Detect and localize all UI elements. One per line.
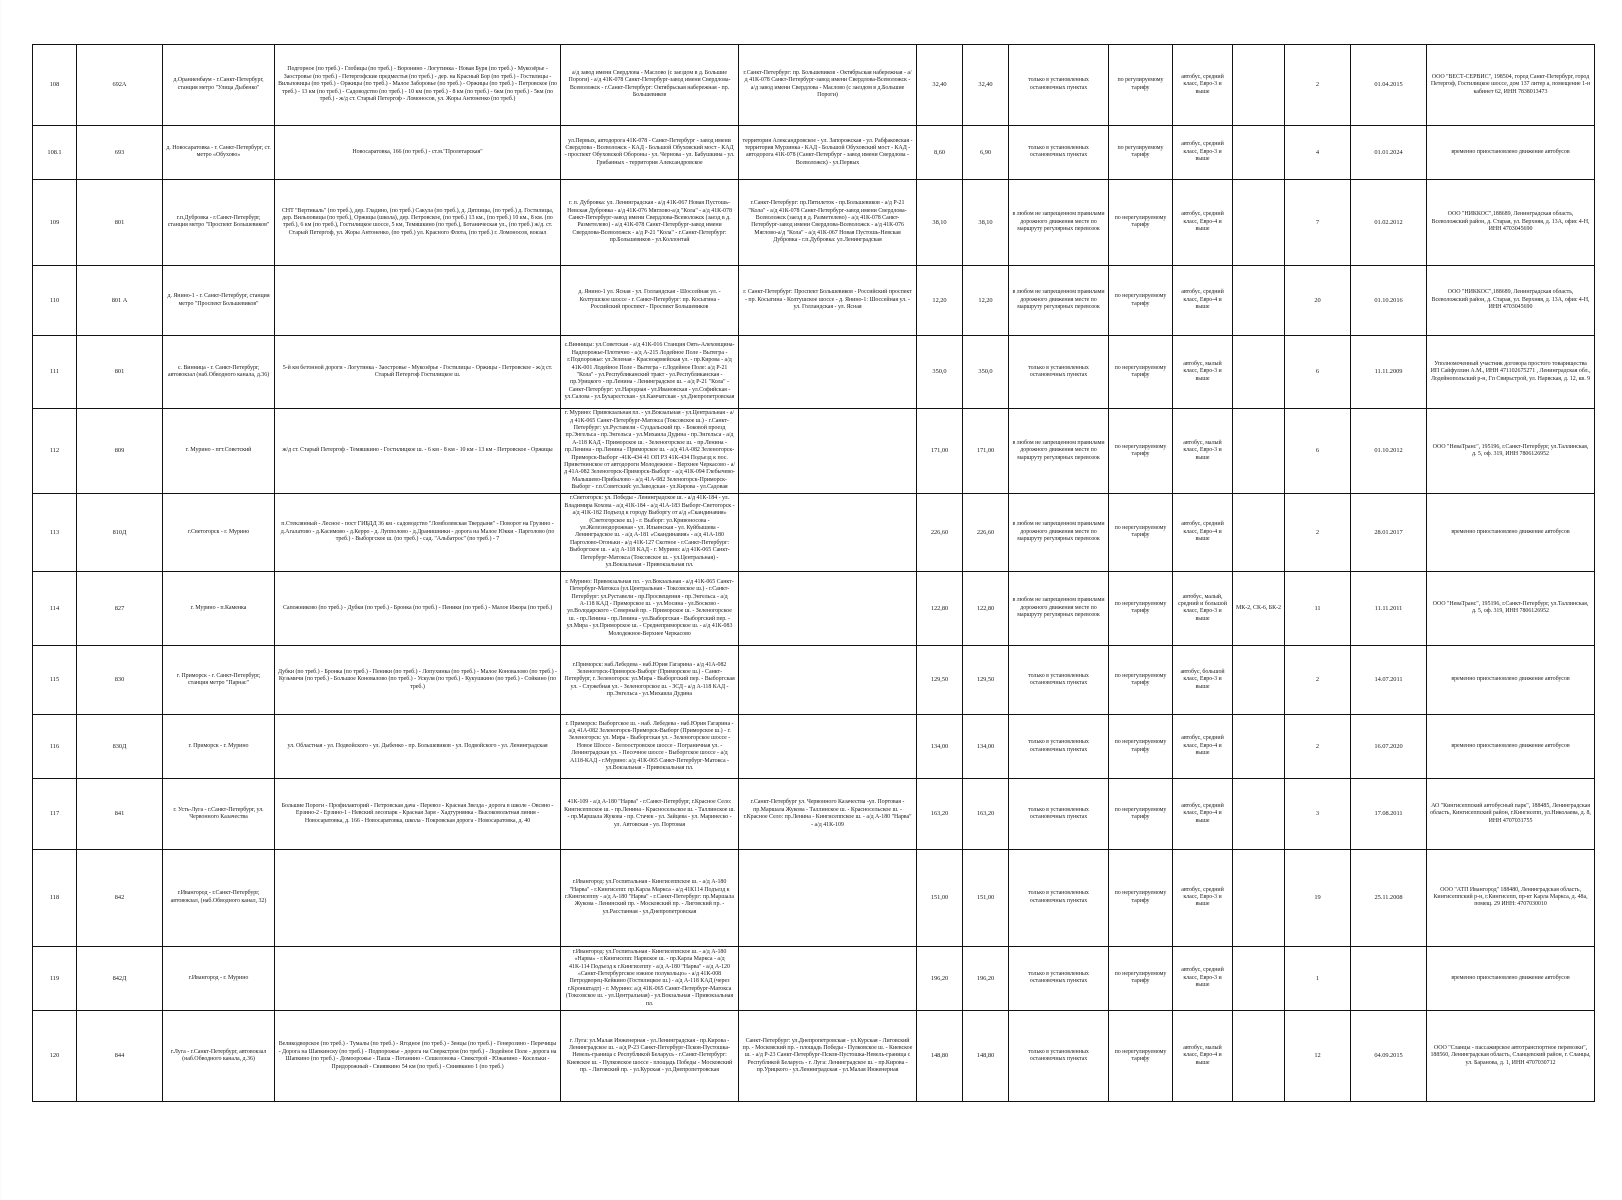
cell-streets-forward: г. Приморск: Выборгское ш. - наб. Лебедева - наб.Юрия Гагарина - а/д 41А-082 Зеленогорск-Приморск-Выборг (Приморское ш.) - г. Зеленогорск: ул. Мира - Выборгская ул. - Зеленогорское шоссе - Новое Шоссе - Белоостровское шоссе - Пограничная ул. - Ленинградская ул. - Песочное шоссе - Выборгское шоссе - а/д А118-КАД - г.Мурино: а/д 41К-065 Санкт-Петербург-Матокса - ул.Вокзальная - Привокзальная пл. [561, 714, 739, 779]
cell-streets-forward: г.Ивангород: ул.Госпитальная - Кингисеппское ш. - а/д А-180 "Нарва" - г.Кингисепп: пр.Карла Маркса - а/д 41К114 Подъезд к г.Кингисеппу - а/д А-180 "Нарва" - г.Санкт-Петербург: пр.Маршала Жукова - Ленинский пр. - Московский пр. - Лиговский пр. - ул.Расстанная - ул.Днепропетровская [561, 849, 739, 946]
cell-vehicle-counts [1233, 125, 1285, 179]
cell-carrier: Уполномоченный участник договора простого товарищества ИП Сайфуллин А.М., ИНН 471102675271 , Ленинградская обл., Лодейнопольский р-н, Гп Свирьстрой, ул. Нарвская, д. 12, кв. 9 [1427, 336, 1595, 409]
cell-streets-forward: г. Луга: ул.Малая Инженерная - ул.Ленинградская - пр.Кирова - Ленинградское ш. - а/д Р-23 Санкт-Петербург-Псков-Пустошка-Невель-граница с Республикой Беларусь - г.Санкт-Петербург: Киевское ш. - Пулковское шоссе - площадь Победы - Московский пр. - Лиговский пр. - ул.Курская - ул.Днепропетровская [561, 1011, 739, 1102]
cell-streets-back: г.Санкт-Петербург: пр.Пятилеток - пр.Большевиков - а/д Р-21 "Кола" - а/д 41К-078 Санкт-Петербург-завод имени Свердлова-Всеволожск (заезд в д. Разметелево) - а/д 41К-078 Санкт-Петербург-завод имени Свердлова-Всеволожск - а/д 41К-076 Мяглово-а/д "Кола" - а/д 41К-067 Новая Пустошь-Невская Дубровка - г.п.Дубровка: ул.Ленинградская [739, 180, 917, 266]
cell-start-date: 01.01.2024 [1351, 125, 1427, 179]
cell-vehicle-class: автобус, средний класс, Евро-4 и выше [1173, 714, 1233, 779]
cell-route-number: 841 [77, 779, 163, 850]
cell-intermediate-stops [275, 265, 561, 336]
cell-streets-back [739, 336, 917, 409]
cell-route-number: 801 А [77, 265, 163, 336]
cell-route-number: 830Д [77, 714, 163, 779]
cell-route-number: 842Д [77, 946, 163, 1011]
cell-intermediate-stops: Новосаратовка, 166 (по треб.) - ст.м."Пролетарская" [275, 125, 561, 179]
cell-vehicle-counts [1233, 946, 1285, 1011]
cell-vehicle-counts: МК-2, СК-6, БК-2 [1233, 571, 1285, 646]
cell-streets-back [739, 946, 917, 1011]
cell-row-number: 110 [33, 265, 77, 336]
cell-route-number: 827 [77, 571, 163, 646]
cell-route-number: 801 [77, 180, 163, 266]
cell-route-number: 809 [77, 408, 163, 493]
cell-intermediate-stops: ж/д ст. Старый Петергоф - Темяшкино - Гостилицкое ш. - 6 км - 8 км - 10 км - 13 км - Петровское - Оржицы [275, 408, 561, 493]
cell-row-number: 108.1 [33, 125, 77, 179]
cell-route-name: г.Ивангород - г. Мурино [163, 946, 275, 1011]
cell-length-back: 196,20 [963, 946, 1009, 1011]
cell-tariff-type: по нерегулируемому тарифу [1109, 849, 1173, 946]
cell-stop-order: в любом не запрещенном правилами дорожного движения месте по маршруту регулярных перевозок [1009, 408, 1109, 493]
cell-row-number: 108 [33, 45, 77, 126]
cell-start-date: 01.10.2016 [1351, 265, 1427, 336]
cell-length-back: 226,60 [963, 494, 1009, 572]
cell-vehicle-count: 2 [1285, 494, 1351, 572]
cell-start-date: 25.11.2008 [1351, 849, 1427, 946]
cell-vehicle-count: 1 [1285, 946, 1351, 1011]
cell-route-name: г.п.Дубровка - г.Санкт-Петербург, станция метро "Проспект Большевиков" [163, 180, 275, 266]
cell-length-back: 163,20 [963, 779, 1009, 850]
cell-route-name: г. Приморск - г. Мурино [163, 714, 275, 779]
cell-tariff-type: по нерегулируемому тарифу [1109, 494, 1173, 572]
cell-row-number: 117 [33, 779, 77, 850]
cell-length-back: 148,80 [963, 1011, 1009, 1102]
cell-start-date [1351, 946, 1427, 1011]
cell-start-date: 11.11.2009 [1351, 336, 1427, 409]
table-row [33, 265, 1595, 336]
cell-streets-forward: с.Винницы: ул.Советская - а/д 41К-016 Станция Оять-Алеховщина-Надпорожье-Плотично - а/д А-215 Лодейное Поле - Вытегра - г.Подпорожье: ул.Зеленая - Красноармейская ул. - пр.Кирова - а/д 41К-001 Лодейное Поле - Вытегра - г.Лодейное Поле: а/д Р-21 "Кола" - ул.Республиканский тракт - ул.Республиканская - пр.Урицкого - пр.Ленина - Ленинградское ш. - а/д Р-21 "Кола" - Санкт-Петербург: ул.Народная - ул.Ивановская - ул.Софийская - ул.Салова - ул.Бухарестская - ул.Камчатская - ул.Днепропетровская [561, 336, 739, 409]
cell-tariff-type: по нерегулируемому тарифу [1109, 180, 1173, 266]
cell-stop-order: только в установленных остановочных пунктах [1009, 779, 1109, 850]
cell-streets-forward: г.Светогорск: ул. Победы - Ленинградское ш. - а/д 41К-184 - ул. Владимира Кохова - а/д 41К-184 - а/д 41А-183 Выборг-Светогорск - а/д 41К-182 Подъезд к городу Выборгу от а/д «Скандинавия» (Светогорское ш.) - г. Выборг: ул.Кривоносова - ул.Железнодорожная - ул. Ильинская - ул. Куйбышева - Ленинградское ш. - а/д А-181 «Скандинавия» - а/д 41А-180 Парголово-Огоньки - а/д 41К-127 Скотное - г.Санкт-Петербург: Выборгское ш. - а/д А-118 КАД - г. Мурино: а/д 41К-065 Санкт-Петербург-Матокса (Токсовское ш. - ул.Центральная) - ул.Вокзальная - Привокзальная пл. [561, 494, 739, 572]
cell-row-number: 115 [33, 646, 77, 715]
cell-vehicle-class: автобус, средний класс, Евро-4 и выше [1173, 779, 1233, 850]
cell-carrier: ООО "НеваТранс", 195196, г.Санкт-Петербург, ул.Таллинская, д. 5, оф. 319, ИНН 7806126952 [1427, 408, 1595, 493]
cell-carrier: временно приостановлено движение автобусов [1427, 494, 1595, 572]
cell-streets-forward: г.Приморск: наб.Лебедева - наб.Юрия Гагарина - а/д 41А-082 Зеленогорск-Приморск-Выборг (Приморское ш.) - Санкт-Петербург, г. Зеленогорск: ул.Мира - Выборгский пер. - Выборгская ул. - Служебная ул. - Зеленогорское ш. - ЗСД - а/д А-118 КАД - пр.Энгельса - ул.Михаила Дудина [561, 646, 739, 715]
cell-intermediate-stops [275, 849, 561, 946]
cell-length-forward: 32,40 [917, 45, 963, 126]
cell-length-back: 151,00 [963, 849, 1009, 946]
cell-vehicle-class: автобус, средний класс, Евро-3 и выше [1173, 849, 1233, 946]
cell-row-number: 118 [33, 849, 77, 946]
cell-route-name: с. Винница - г. Санкт-Петербург, автовокзал (наб.Обводного канала, д.36) [163, 336, 275, 409]
cell-vehicle-class: автобус, малый класс, Евро-3 и выше [1173, 336, 1233, 409]
cell-vehicle-class: автобус, средний класс, Евро-4 и выше [1173, 494, 1233, 572]
cell-tariff-type: по нерегулируемому тарифу [1109, 946, 1173, 1011]
cell-vehicle-counts [1233, 336, 1285, 409]
cell-row-number: 120 [33, 1011, 77, 1102]
cell-streets-forward: г. Мурино: Привокзальная пл. - ул.Вокзальная - ул.Центральная - а/д 41К-065 Санкт-Петербург-Матокса (Токсовское ш.) - г.Санкт-Петербург: ул.Руставели - Суздальский пр. - Боковой проезд пр.Энгельса - пр.Энгельса - ул.Михаила Дудина - пр.Энгельса - а/д А-118 КАД - Приморское ш. - Зеленогорское ш. - пр.Ленина - пр.Ленина - пр.Ленина - Приморское ш. - а/д 41А-082 Зеленогорск-Приморск-Выборг -41К-434 41 ОП РЗ 41К-434 Подъезд к пос. Приветнинское от автодороги Молодежное - Верхнее Черкасово - а/д 41А-082 Зеленогорск-Приморск-Выборг - а/д 41К-094 Глебычево-Малышево-Прибылово - а/д 41А-082 Зеленогорск-Приморск-Выборг - г.п.Советский: ул.Заводская - ул.Кирова - ул.Садовая [561, 408, 739, 493]
cell-route-number: 693 [77, 125, 163, 179]
cell-route-number: 801 [77, 336, 163, 409]
cell-route-name: д. Янино-1 - г. Санкт-Петербург, станция метро "Проспект Большевиков" [163, 265, 275, 336]
cell-carrier: временно приостановлено движение автобусов [1427, 946, 1595, 1011]
cell-route-number: 692А [77, 45, 163, 126]
cell-stop-order: только в установленных остановочных пунктах [1009, 125, 1109, 179]
cell-vehicle-counts [1233, 180, 1285, 266]
cell-vehicle-counts [1233, 646, 1285, 715]
cell-vehicle-count: 2 [1285, 714, 1351, 779]
cell-row-number: 111 [33, 336, 77, 409]
table-row [33, 646, 1595, 715]
cell-start-date: 11.11.2011 [1351, 571, 1427, 646]
cell-vehicle-count: 4 [1285, 125, 1351, 179]
table-row [33, 180, 1595, 266]
cell-vehicle-count: 2 [1285, 45, 1351, 126]
cell-vehicle-counts [1233, 408, 1285, 493]
cell-length-back: 32,40 [963, 45, 1009, 126]
cell-length-back: 6,90 [963, 125, 1009, 179]
cell-length-forward: 12,20 [917, 265, 963, 336]
cell-length-forward: 8,60 [917, 125, 963, 179]
cell-streets-back [739, 849, 917, 946]
cell-route-name: г. Мурино - пгт.Советский [163, 408, 275, 493]
cell-vehicle-counts [1233, 265, 1285, 336]
cell-stop-order: только в установленных остановочных пунктах [1009, 336, 1109, 409]
cell-stop-order: только в установленных остановочных пунктах [1009, 849, 1109, 946]
cell-tariff-type: по нерегулируемому тарифу [1109, 714, 1173, 779]
cell-row-number: 119 [33, 946, 77, 1011]
registry-body [33, 45, 1595, 1102]
cell-carrier: ООО "НеваТранс", 195196, г.Санкт-Петербург, ул.Таллинская, д. 5, оф. 319, ИНН 7806126952 [1427, 571, 1595, 646]
cell-streets-forward: г. Мурино: Привокзальная пл. - ул.Вокзальная - а/д 41К-065 Санкт-Петербург-Матокса (ул.Центральная - Токсовское ш.) - г.Санкт-Петербург: ул.Руставели - пр.Просвещения - пр.Энгельса - а/д А-118 КАД - Приморское ш. - ул.Мосина - ул.Восково - ул.Володарского - Северный пр. - Приморское ш. - Зеленогорское ш. - пр.Ленина - пр.Ленина - ул.Выборгская - Выборгский пер. - ул.Мира - ул.Приморское ш. - Среднеприморское ш. - а/д 41К-083 Молодежное-Верхнее Черкасово [561, 571, 739, 646]
cell-tariff-type: по регулируемому тарифу [1109, 125, 1173, 179]
cell-tariff-type: по нерегулируемому тарифу [1109, 779, 1173, 850]
cell-route-name: г. Усть-Луга - г.Санкт-Петербург, ул. Червонного Казачества [163, 779, 275, 850]
cell-route-name: г. Приморск - г. Санкт-Петербург, станция метро "Парнас" [163, 646, 275, 715]
cell-intermediate-stops: ул. Областная - ул. Подвойского - ул. Дыбенко - пр. Большевиков - ул. Подвойского - ул. Ленинградская [275, 714, 561, 779]
cell-carrier: временно приостановлено движение автобусов [1427, 714, 1595, 779]
cell-stop-order: только в установленных остановочных пунктах [1009, 646, 1109, 715]
cell-streets-back: г.Санкт-Петербург ул. Червонного Казачества -ул. Портовая - пр.Маршала Жукова - Таллинское ш. - Красносельское ш. - г.Красное Село: пр.Ленина - Кингисеппское ш. - а/д А-180 "Нарва" - а/д 41К-109 [739, 779, 917, 850]
cell-length-back: 122,80 [963, 571, 1009, 646]
cell-vehicle-class: автобус, средний класс, Евро-3 и выше [1173, 946, 1233, 1011]
cell-intermediate-stops [275, 946, 561, 1011]
table-row [33, 45, 1595, 126]
cell-length-back: 350,0 [963, 336, 1009, 409]
cell-streets-back [739, 494, 917, 572]
table-row [33, 125, 1595, 179]
cell-route-name: д. Новосаратовка - г. Санкт-Петербург, ст. метро «Обухово» [163, 125, 275, 179]
cell-vehicle-class: автобус, средний класс, Евро-4 и выше [1173, 180, 1233, 266]
table-row [33, 571, 1595, 646]
cell-start-date: 28.01.2017 [1351, 494, 1427, 572]
cell-intermediate-stops: Великодворское (по треб.) - Тумалы (по треб.) - Ягодное (по треб.) - Зенцы (по треб.) - Генерозино - Перечицы - Дорога на Шапкинску (по треб.) - Подпорожье - дорога на Сверкстроя (по треб.) - Лодейное Поле - дорога на Шапкино (по треб.) - Домоорожье - Паша - Потанино - Сешелонова - Свекстрой - Южанино - Косельки - Придорожный - Свиявкино 54 км (по треб.) - Свиявкино 1 (по треб.) [275, 1011, 561, 1102]
cell-streets-back [739, 571, 917, 646]
cell-route-number: 830 [77, 646, 163, 715]
cell-start-date: 17.08.2011 [1351, 779, 1427, 850]
cell-length-back: 134,00 [963, 714, 1009, 779]
cell-row-number: 113 [33, 494, 77, 572]
cell-carrier: ООО "ВЕСТ-СЕРВИС", 198504, город Санкт-Петербург, город Петергоф, Гостилицкое шоссе, дом 137 литер а, помещение 1-н кабинет 62, ИНН 7838013473 [1427, 45, 1595, 126]
cell-route-name: г. Мурино - п.Каменка [163, 571, 275, 646]
cell-length-back: 12,20 [963, 265, 1009, 336]
cell-stop-order: только в установленных остановочных пунктах [1009, 946, 1109, 1011]
cell-route-number: 842 [77, 849, 163, 946]
cell-route-number: 810Д [77, 494, 163, 572]
cell-start-date: 04.09.2015 [1351, 1011, 1427, 1102]
cell-stop-order: в любом не запрещенном правилами дорожного движения месте по маршруту регулярных перевозок [1009, 494, 1109, 572]
table-row [33, 1011, 1595, 1102]
table-row [33, 408, 1595, 493]
table-row [33, 494, 1595, 572]
cell-streets-forward: г.Ивангород: ул.Госпитальная - Кингисеппское ш. - а/д А-180 «Нарва» - г.Кингисепп: Нарвское ш. - пр.Карла Маркса - а/д 41К-114 Подъезд к г.Кингисеппу - а/д А-180 "Нарва" - а/д А-120 «Санкт-Петербургское южное полукольцо» - а/д 41К-008 Петродворец-Кейкино (Гостилицкое ш.) - а/д А-118 КАД (через г.Кронштадт) - г. Мурино: а/д 41К-065 Санкт-Петербург-Матокса (Токсовское ш. - ул.Центральная) - ул.Вокзальная - Привокзальная пл. [561, 946, 739, 1011]
cell-vehicle-counts [1233, 849, 1285, 946]
cell-vehicle-counts [1233, 45, 1285, 126]
cell-tariff-type: по нерегулируемому тарифу [1109, 408, 1173, 493]
cell-stop-order: в любом не запрещенном правилами дорожного движения месте по маршруту регулярных перевозок [1009, 180, 1109, 266]
cell-streets-back: г.Санкт-Петербург: пр. Большевиков - Октябрьская набережная - а/д 41К-078 Санкт-Петербург-завод имени Свердлова-Всеволожск - а/д завод имени Свердлова - Маслово (с заездом в д.Большие Пороги) [739, 45, 917, 126]
cell-tariff-type: по нерегулируемому тарифу [1109, 336, 1173, 409]
cell-tariff-type: по нерегулируемому тарифу [1109, 646, 1173, 715]
cell-length-forward: 148,80 [917, 1011, 963, 1102]
cell-tariff-type: по нерегулируемому тарифу [1109, 1011, 1173, 1102]
cell-stop-order: только в установленных остановочных пунктах [1009, 1011, 1109, 1102]
cell-vehicle-class: автобус, малый класс, Евро-4 и выше [1173, 1011, 1233, 1102]
cell-vehicle-class: автобус, малый класс, Евро-3 и выше [1173, 408, 1233, 493]
cell-streets-forward: а/д завод имени Свердлова - Маслово (с заездом в д. Большие Пороги) - а/д 41К-078 Санкт-Петербург-завод имени Свердлова-Всеволожск - г.Санкт-Петербург: Октябрьская набережная - пр. Большевиков [561, 45, 739, 126]
table-row [33, 946, 1595, 1011]
cell-stop-order: только в установленных остановочных пунктах [1009, 45, 1109, 126]
cell-vehicle-counts [1233, 1011, 1285, 1102]
cell-start-date: 01.04.2015 [1351, 45, 1427, 126]
cell-intermediate-stops: Дубки (по треб.) - Бронка (по треб.) - Пеники (по треб.) - Лопухинка (по треб.) - Малое Коновалово (по треб.) - Кузьмичи (по треб.) - Большое Коновалово (по треб.) - Ускуля (по треб.) - Кукушкино (по треб.) - Сойкино (по треб.) [275, 646, 561, 715]
cell-vehicle-count: 3 [1285, 779, 1351, 850]
route-registry-table [32, 44, 1595, 1102]
cell-streets-back [739, 646, 917, 715]
cell-streets-back: Санкт-Петербург: ул.Днепропетровская - ул.Курская - Лиговский пр. - Московский пр. - площадь Победы - Пулковское ш. - Киевское ш. - а/д Р-23 Санкт-Петербург-Псков-Пустошка-Невель-граница с Республикой Беларусь - г. Луга: Ленинградское ш. - пр.Кирова - пр.Урицкого - ул.Ленинградская - ул.Малая Инженерная [739, 1011, 917, 1102]
cell-carrier: временно приостановлено движение автобусов [1427, 125, 1595, 179]
cell-length-forward: 163,20 [917, 779, 963, 850]
cell-vehicle-count: 11 [1285, 571, 1351, 646]
cell-streets-back: территория Александровское - ул. Запорожская - ул. Рабфаковская - территория Мурзинка - КАД - Большой Обуховский мост - КАД - автодорога 41К-078 (Санкт-Петербург - завод имени Свердлова - Всеволожск) - ул.Первых [739, 125, 917, 179]
cell-carrier: временно приостановлено движение автобусов [1427, 646, 1595, 715]
cell-streets-back: г. Санкт-Петербург: Проспект Большевиков - Российский проспект - пр. Косыгина - Колтушское шоссе - д. Янино-1: Шоссейная ул. - ул. Голландская - ул. Ясная [739, 265, 917, 336]
cell-length-forward: 134,00 [917, 714, 963, 779]
cell-intermediate-stops: Подгорное (по треб.) - Глобицы (по треб.) - Воронино - Логутинка - Новая Буря (по треб.) - Мукозёрье - Заостровье (по треб.) - Петергофские предместья (по треб.) - дер. на Красный Бор (по треб.) - Гостилицы - Вильповицы (по треб.) - Оржицы (по треб.) - Малое Заборовье (по треб.) - Оржицы (по треб.) - Петровское (по треб.) - 13 км (по треб.) - Садоводство (по треб.) - 10 км (по треб.) - 8 км (по треб.) - 6км (по треб.) - 5км (по треб.) - ж/д ст. Старый Петергоф - Ломоносов, ул. Жоры Антоненко (по треб.) [275, 45, 561, 126]
cell-tariff-type: по нерегулируемому тарифу [1109, 571, 1173, 646]
cell-tariff-type: по нерегулируемому тарифу [1109, 265, 1173, 336]
cell-route-number: 844 [77, 1011, 163, 1102]
cell-length-forward: 38,10 [917, 180, 963, 266]
table-row [33, 779, 1595, 850]
cell-streets-back [739, 408, 917, 493]
cell-carrier: АО "Кингисеппский автобусный парк", 188485, Ленинградская область, Кингисеппский район, г.Кингисепп, ул.Николаева, д. 8, ИНН 4707031755 [1427, 779, 1595, 850]
cell-length-forward: 196,20 [917, 946, 963, 1011]
cell-streets-forward: 41К-109 - а/д А-180 "Нарва" - г.Санкт-Петербург, г.Красное Село: Кингисеппское ш. - пр.Ленина - Красносельское ш. - Таллинское ш. - пр.Маршала Жукова - пр. Стачек - ул. Зайцева - ул. Маринеско - ул. Автовская - ул. Портовая [561, 779, 739, 850]
cell-carrier: ООО "НИККОС",188689, Ленинградская область, Всеволожский район, д. Старая, ул. Верхняя, д. 13А, офис 4-Н, ИНН 4703045690 [1427, 180, 1595, 266]
cell-start-date: 16.07.2020 [1351, 714, 1427, 779]
cell-route-name: г.Ивангород - г.Санкт-Петербург, автовокзал, (наб.Обводного канал, 32) [163, 849, 275, 946]
cell-length-forward: 226,60 [917, 494, 963, 572]
cell-route-name: г.Светогорск - г. Мурино [163, 494, 275, 572]
cell-vehicle-class: автобус, средний класс, Евро-4 и выше [1173, 265, 1233, 336]
cell-start-date: 01.10.2012 [1351, 408, 1427, 493]
cell-length-forward: 129,50 [917, 646, 963, 715]
cell-length-back: 171,00 [963, 408, 1009, 493]
cell-streets-forward: ул.Первых, автодорога 41К-078 - Санкт-Петербург - завод имени Свердлова - Всеволожск - КАД - Большой Обуховский мост - КАД - проспект Обуховской Обороны - ул. Чернова - ул. Бабушкина - ул. Грибанных - территория Александровское [561, 125, 739, 179]
scan-edge-shadow [0, 0, 6, 1200]
cell-row-number: 112 [33, 408, 77, 493]
cell-vehicle-class: автобус, большой класс, Евро-3 и выше [1173, 646, 1233, 715]
cell-vehicle-class: автобус, малый, средний и большой класс, Евро-3 и выше [1173, 571, 1233, 646]
cell-route-name: д.Ораниенбаум - г.Санкт-Петербург, станция метро "Улица Дыбенко" [163, 45, 275, 126]
cell-vehicle-counts [1233, 494, 1285, 572]
cell-vehicle-count: 12 [1285, 1011, 1351, 1102]
cell-intermediate-stops: Сапожниково (по треб.) - Дубки (по треб.) - Бронка (по треб.) - Пеники (по треб.) - Малое Ижора (по треб.) [275, 571, 561, 646]
cell-stop-order: в любом не запрещенном правилами дорожного движения месте по маршруту регулярных перевозок [1009, 571, 1109, 646]
cell-intermediate-stops: 5-й км бетонной дороги - Логутинка - Заостровье - Мукозёрье - Гостилицы - Оржицы - Петровское - ж/д ст. Старый Петергоф Гостилицкое ш. [275, 336, 561, 409]
cell-start-date: 01.02.2012 [1351, 180, 1427, 266]
cell-vehicle-count: 7 [1285, 180, 1351, 266]
table-row [33, 714, 1595, 779]
cell-intermediate-stops: п.Стеклянный - Лесное - пост ГИБДД 36 км - садоводство "Ломболевская Твердыня" - Поворот на Грузино - д.Агалатово - д.Касимово - д.Керро - д. Лупполово - д.Дранишники - дорога на Малое Юкки - Парголово (по треб.) - Выборгское ш. (по треб.) - сад. "Альбатрос" (по треб.) - 7 [275, 494, 561, 572]
cell-vehicle-counts [1233, 779, 1285, 850]
cell-stop-order: только в установленных остановочных пунктах [1009, 714, 1109, 779]
cell-length-back: 38,10 [963, 180, 1009, 266]
cell-carrier: ООО "НИККОС",188689, Ленинградская область, Всеволожский район, д. Старая, ул. Верхняя, д. 13А, офис 4-Н, ИНН 4703045690 [1427, 265, 1595, 336]
cell-length-forward: 171,00 [917, 408, 963, 493]
cell-intermediate-stops: Большие Пороги - Профилакторий - Петровская дача - Перевоз - Красная Звезда - дорога в школе - Овсяно - Ерзино-2 - Ерзино-1 - Невский лесопарк - Красная Заря - Хадтурнянка - Высоковольтная линия - Новосаратовка, д. 166 - Новосаратовка, школа - Покровская дорога - Новосаратовка, д. 40 [275, 779, 561, 850]
cell-vehicle-count: 19 [1285, 849, 1351, 946]
cell-vehicle-class: автобус, средний класс, Евро-3 и выше [1173, 125, 1233, 179]
cell-streets-back [739, 714, 917, 779]
cell-carrier: ООО "Сланцы - пассажирское автотранспортное перевозки", 188560, Ленинградская область, Сланцевский район, г. Сланцы, ул. Баранова, д. 1, ИНН 4707030712 [1427, 1011, 1595, 1102]
cell-vehicle-class: автобус, средний класс, Евро-3 и выше [1173, 45, 1233, 126]
cell-length-forward: 151,00 [917, 849, 963, 946]
cell-streets-forward: г. п. Дубровка: ул. Ленинградская - а/д 41К-067 Новая Пустошь-Невская Дубровка - а/д 41К-076 Мяглово-а/д "Кола" - а/д 41К-078 Санкт-Петербург-завод имени Свердлова-Всеволожск (заезд в д. Разметелево) - а/д 41К-078 Санкт-Петербург-завод имени Свердлова-Всеволожск - а/д Р-21 "Кола" - г.Санкт-Петербург: пр.Большевиков - ул.Коллонтай [561, 180, 739, 266]
cell-vehicle-counts [1233, 714, 1285, 779]
cell-length-forward: 122,80 [917, 571, 963, 646]
cell-row-number: 114 [33, 571, 77, 646]
cell-intermediate-stops: СНТ "Вертикаль" (по треб.), дер. Гладино, (по треб.) Сакула (по треб.), д. Дятлицы, (по треб.) д. Гостилицы, дер. Вильповицы (по треб.), Оржицы (школа), дер. Петровское, (по треб.) 13 км., (по треб.) 10 км., 8 км. (по треб.), 6 км (по треб.), Гостилицкое шоссе, 5 км, Темяшкино (по треб.), Ботаническая ул., (по треб.) ж/д. ст. Старый Петергоф, ул. Жоры Антоненко, (по треб.) ул. Красного Флота, (по треб.) г. Ломоносов, вокзал [275, 180, 561, 266]
table-row [33, 336, 1595, 409]
cell-length-forward: 350,0 [917, 336, 963, 409]
cell-streets-forward: д. Янино-1 ул. Ясная - ул. Голландская - Шоссейная ул. - Колтушское шоссе - г. Санкт-Петербург: пр. Косыгина - Российский проспект - Проспект Большевиков [561, 265, 739, 336]
cell-carrier: ООО "АТП Ивангород" 188480, Ленинградская область, Кингисеппский р-н, г.Кингисепп, пр-кт Карла Маркса, д. 48а, помещ. 29 ИНН: 4707030010 [1427, 849, 1595, 946]
cell-vehicle-count: 20 [1285, 265, 1351, 336]
cell-row-number: 116 [33, 714, 77, 779]
cell-vehicle-count: 6 [1285, 408, 1351, 493]
table-row [33, 849, 1595, 946]
cell-stop-order: в любом не запрещенном правилами дорожного движения месте по маршруту регулярных перевозок [1009, 265, 1109, 336]
cell-route-name: г.Луга - г.Санкт-Петербург, автовокзал (наб.Обводного канала, д.36) [163, 1011, 275, 1102]
cell-length-back: 129,50 [963, 646, 1009, 715]
cell-vehicle-count: 6 [1285, 336, 1351, 409]
cell-tariff-type: по регулируемому тарифу [1109, 45, 1173, 126]
cell-row-number: 109 [33, 180, 77, 266]
cell-start-date: 14.07.2011 [1351, 646, 1427, 715]
cell-vehicle-count: 2 [1285, 646, 1351, 715]
